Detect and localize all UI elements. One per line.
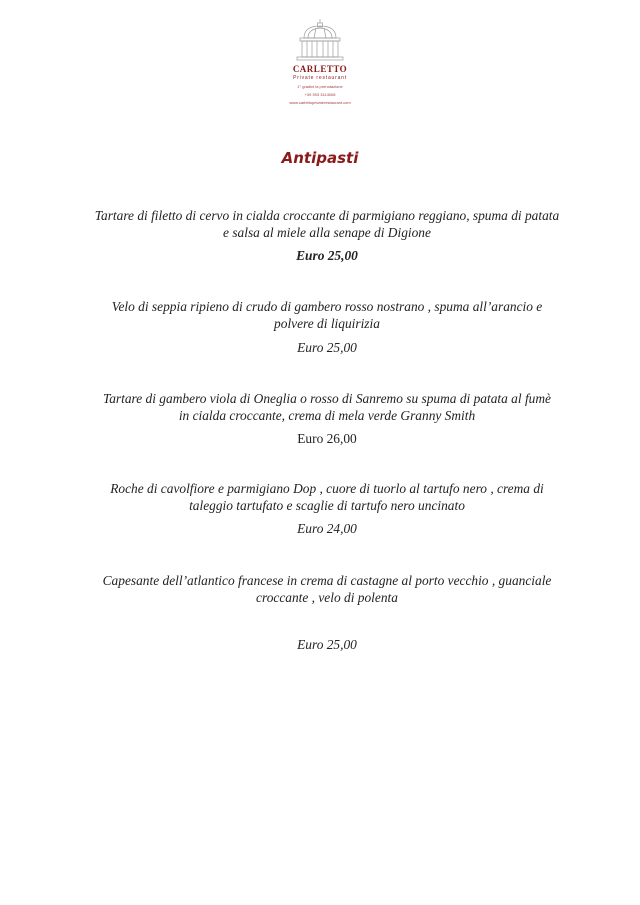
dish-line: Capesante dell’atlantico francese in crema di castagne al porto vecchio , guanciale bbox=[102, 573, 552, 588]
dish-line: Roche di cavolfiore e parmigiano Dop , cuore di tuorlo al tartufo nero , crema di bbox=[110, 481, 544, 496]
dish-line: in cialda croccante, crema di mela verde Granny Smith bbox=[178, 408, 476, 423]
logo-line-1: 1° gradini la prenotazione bbox=[297, 84, 343, 89]
dish-description bbox=[80, 298, 574, 332]
dish-description bbox=[80, 480, 574, 514]
restaurant-logo bbox=[0, 18, 640, 105]
dish-price: Euro 24,00 bbox=[297, 521, 357, 536]
section-title: Antipasti bbox=[281, 149, 359, 167]
dish-description bbox=[80, 207, 574, 241]
brand-name: CARLETTO bbox=[292, 64, 348, 74]
domed-building-icon bbox=[294, 18, 346, 62]
dish-description bbox=[80, 390, 574, 424]
logo-line-3: www.carlettoprivaterestaurant.com bbox=[289, 100, 351, 105]
dish-price: Euro 25,00 bbox=[297, 637, 357, 652]
dish-line: Tartare di gambero viola di Oneglia o rosso di Sanremo su spuma di patata al fumè bbox=[103, 391, 551, 406]
dish-line: polvere di liquirizia bbox=[274, 316, 380, 331]
logo-line-2: +39 393 3114008 bbox=[304, 92, 336, 97]
dish-price: Euro 25,00 bbox=[296, 248, 358, 263]
brand-tagline: Private restaurant bbox=[293, 75, 347, 81]
dish-price: Euro 26,00 bbox=[297, 431, 357, 446]
dish-price: Euro 25,00 bbox=[297, 340, 357, 355]
dish-line: Velo di seppia ripieno di crudo di gambero rosso nostrano , spuma all’arancio e bbox=[111, 299, 543, 314]
dish-description bbox=[80, 572, 574, 606]
dish-line: e salsa al miele alla senape di Digione bbox=[223, 225, 431, 240]
dish-line: Tartare di filetto di cervo in cialda croccante di parmigiano reggiano, spuma di patata bbox=[94, 208, 560, 223]
dish-line: croccante , velo di polenta bbox=[256, 590, 398, 605]
dish-line: taleggio tartufato e scaglie di tartufo nero uncinato bbox=[189, 498, 465, 513]
